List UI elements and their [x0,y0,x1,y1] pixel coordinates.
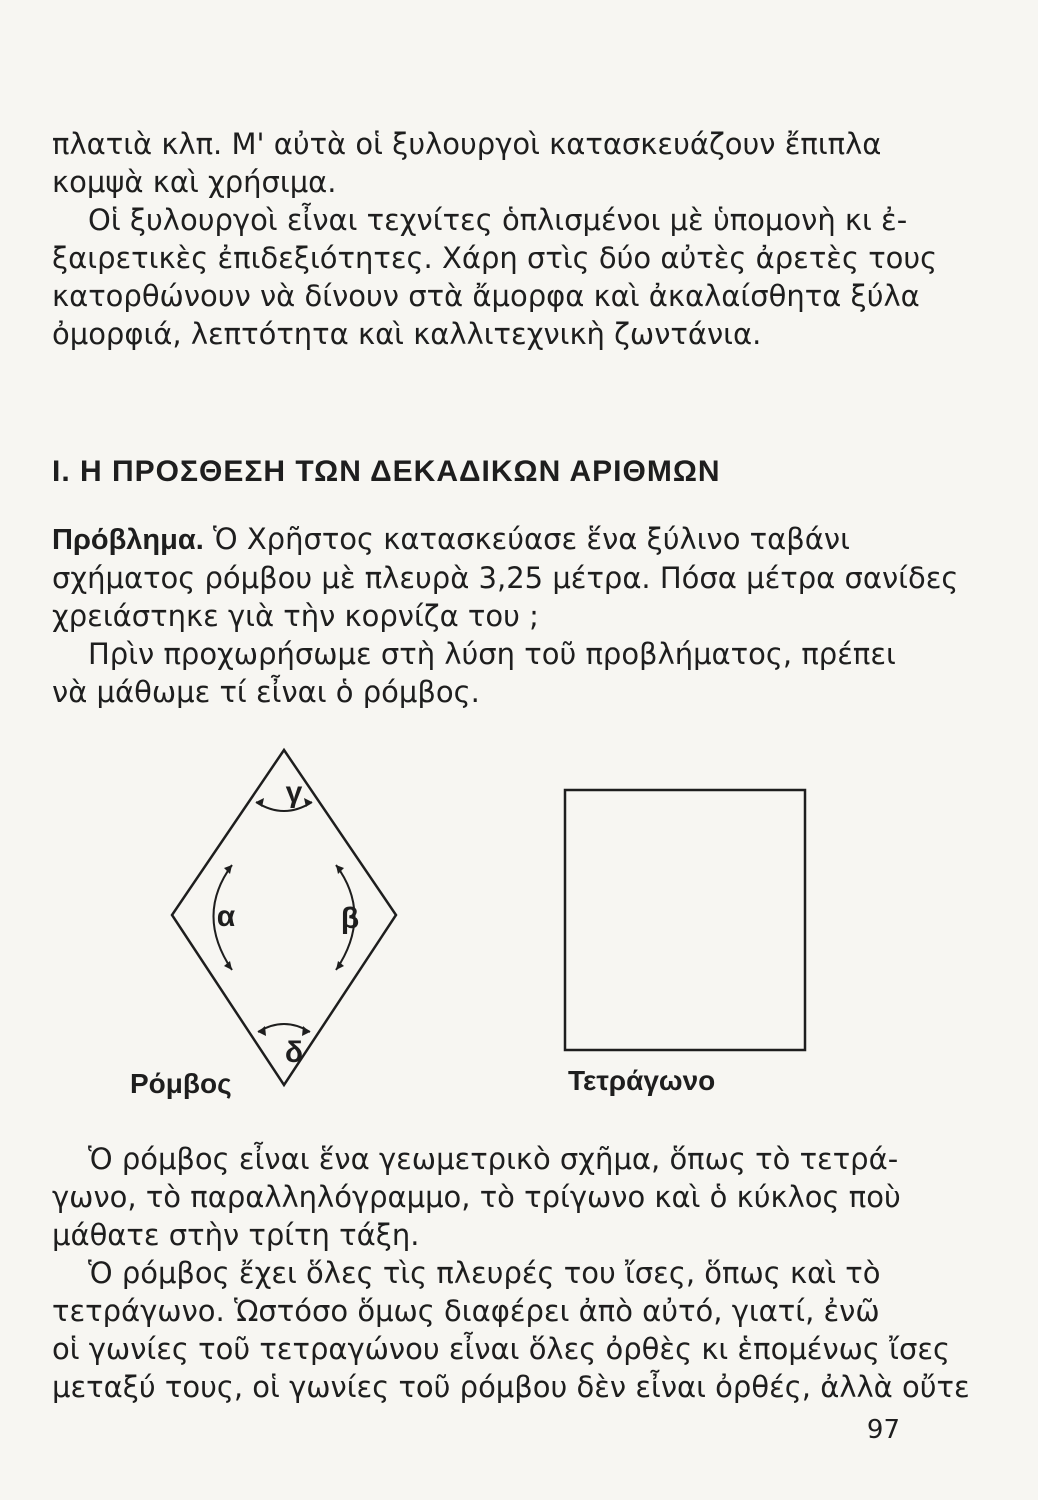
section-heading: Ι. Η ΠΡΟΣΘΕΣΗ ΤΩΝ ΔΕΚΑΔΙΚΩΝ ΑΡΙΘΜΩΝ [52,455,721,488]
angle-label-beta: β [340,902,360,935]
body-paragraph [52,1140,992,1406]
shapes-illustration [0,740,1038,1100]
rhombus-caption: Ρόμβος [130,1068,232,1099]
angle-arc-bottom [258,1024,310,1032]
problem-label: Πρόβλημα. [52,524,204,556]
angle-label-alpha: α [216,900,236,933]
square-shape [565,790,805,1050]
problem-first-line: Ὁ Χρῆστος κατασκεύασε ἕνα ξύλινο ταβάνι [203,522,850,556]
intro-line: ξαιρετικὲς ἐπιδεξιότητες. Χάρη στὶς δύο αὐτὲς ἀρετὲς τους [52,241,938,275]
problem-line: χρειάστηκε γιὰ τὴν κορνίζα του ; [52,599,539,633]
intro-line: κομψὰ καὶ χρήσιμα. [52,165,337,199]
intro-line: πλατιὰ κλπ. Μ' αὐτὰ οἱ ξυλουργοὶ κατασκευάζουν ἔπιπλα [52,127,882,161]
intro-line: ὀμορφιά, λεπτότητα καὶ καλλιτεχνικὴ ζωντάνια. [52,317,762,351]
arrowhead [336,865,344,874]
angle-label-delta: δ [284,1036,304,1069]
arrowhead [224,865,232,874]
problem-line: νὰ μάθωμε τί εἶναι ὁ ρόμβος. [52,675,480,709]
angle-label-gamma: γ [285,776,303,809]
arrowhead [302,1026,310,1036]
shapes-figure [0,740,1038,1100]
problem-line: Πρὶν προχωρήσωμε στὴ λύση τοῦ προβλήματος, πρέπει [88,637,896,671]
problem-line: σχήματος ρόμβου μὲ πλευρὰ 3,25 μέτρα. Πόσα μέτρα σανίδες [52,561,959,595]
body-line: μεταξύ τους, οἱ γωνίες τοῦ ρόμβου δὲν εἶναι ὀρθές, ἀλλὰ οὔτε [52,1370,970,1404]
page-number: 97 [866,1415,900,1445]
body-line: Ὁ ρόμβος ἔχει ὅλες τὶς πλευρές του ἴσες, ὅπως καὶ τὸ [88,1256,881,1290]
arrowhead [258,1026,266,1036]
intro-paragraph [52,125,992,353]
body-line: Ὁ ρόμβος εἶναι ἕνα γεωμετρικὸ σχῆμα, ὅπως τὸ τετρά- [88,1142,899,1176]
angle-arc-top [256,802,312,811]
problem-paragraph [52,520,992,711]
body-line: οἱ γωνίες τοῦ τετραγώνου εἶναι ὅλες ὀρθὲς κι ἑπομένως ἴσες [52,1332,951,1366]
intro-line: Οἱ ξυλουργοὶ εἶναι τεχνίτες ὁπλισμένοι μὲ ὑπομονὴ κι ἐ- [88,203,908,237]
body-line: γωνο, τὸ παραλληλόγραμμο, τὸ τρίγωνο καὶ ὁ κύκλος ποὺ [52,1180,901,1214]
intro-line: κατορθώνουν νὰ δίνουν στὰ ἄμορφα καὶ ἀκαλαίσθητα ξύλα [52,279,920,313]
rhombus-shape [172,750,396,1085]
square-caption: Τετράγωνο [568,1065,716,1096]
body-line: τετράγωνο. Ὡστόσο ὅμως διαφέρει ἀπὸ αὐτό, γιατί, ἐνῶ [52,1294,880,1328]
body-line: μάθατε στὴν τρίτη τάξη. [52,1218,420,1252]
